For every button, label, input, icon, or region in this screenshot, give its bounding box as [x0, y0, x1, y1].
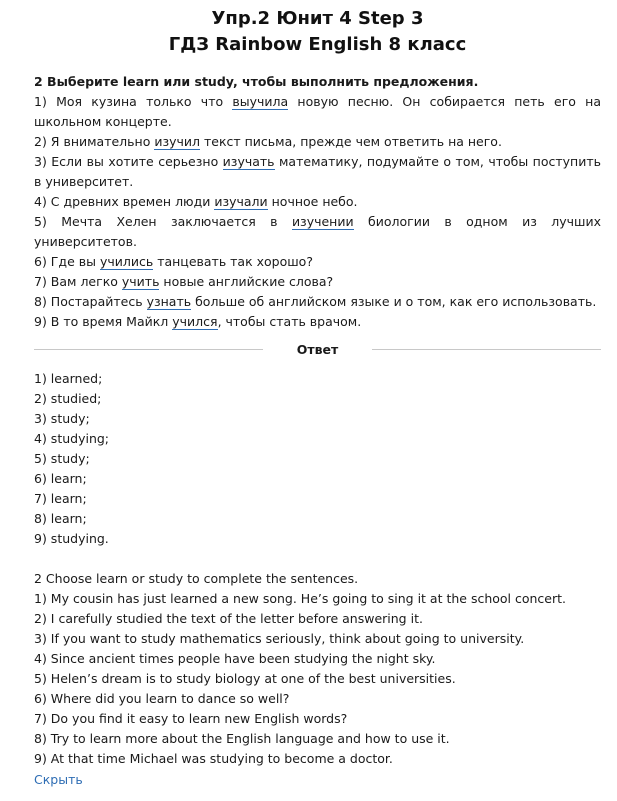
answer-label: Ответ	[296, 342, 339, 357]
answer-divider	[34, 342, 601, 357]
page-title	[34, 0, 601, 58]
answer-item: 1) learned;	[34, 371, 103, 386]
english-item: 9) At that time Michael was studying to become a doctor.	[34, 751, 393, 766]
answer-item: 2) studied;	[34, 391, 102, 406]
english-item: 7) Do you find it easy to learn new English words?	[34, 711, 348, 726]
answer-item: 8) learn;	[34, 511, 87, 526]
answer-item: 5) study;	[34, 451, 90, 466]
english-item: 4) Since ancient times people have been studying the night sky.	[34, 651, 436, 666]
task-list	[34, 92, 601, 332]
underlined-word: учился	[172, 314, 218, 329]
english-item: 2) I carefully studied the text of the letter before answering it.	[34, 611, 423, 626]
spacer	[34, 549, 601, 569]
english-section	[34, 569, 601, 769]
english-heading: 2 Choose learn or study to complete the sentences.	[34, 571, 359, 586]
underlined-word: изучали	[214, 194, 268, 209]
task-heading: 2 Выберите learn или study, чтобы выполнить предложения.	[34, 74, 479, 89]
task-item: 8) Постарайтесь узнать больше об английском языке и о том, как его использовать.	[34, 294, 597, 309]
answer-item: 9) studying.	[34, 531, 109, 546]
underlined-word: изучать	[222, 154, 275, 169]
answer-list	[34, 369, 601, 549]
english-item: 8) Try to learn more about the English language and how to use it.	[34, 731, 450, 746]
answer-item: 6) learn;	[34, 471, 87, 486]
task-item: 5) Мечта Хелен заключается в изучении биологии в одном из лучших университетов.	[34, 214, 601, 249]
english-item: 3) If you want to study mathematics seriously, think about going to university.	[34, 631, 525, 646]
task-item: 6) Где вы учились танцевать так хорошо?	[34, 254, 313, 269]
answer-item: 3) study;	[34, 411, 90, 426]
underlined-word: изучении	[291, 214, 354, 229]
underlined-word: выучила	[232, 94, 289, 109]
underlined-word: учить	[121, 274, 160, 289]
task-item: 3) Если вы хотите серьезно изучать математику, подумайте о том, чтобы поступить в университет.	[34, 154, 601, 189]
task-item: 1) Моя кузина только что выучила новую песню. Он собирается петь его на школьном концерте.	[34, 94, 601, 129]
divider-line-right	[372, 349, 601, 350]
answer-item: 4) studying;	[34, 431, 110, 446]
underlined-word: узнать	[146, 294, 192, 309]
divider-line-left	[34, 349, 263, 350]
english-item: 1) My cousin has just learned a new song. He’s going to sing it at the school concert.	[34, 591, 567, 606]
english-item: 5) Helen’s dream is to study biology at one of the best universities.	[34, 671, 456, 686]
task-item: 9) В то время Майкл учился, чтобы стать врачом.	[34, 314, 362, 329]
underlined-word: изучил	[154, 134, 201, 149]
task-item: 4) С древних времен люди изучали ночное небо.	[34, 194, 358, 209]
hide-link[interactable]: Скрыть	[34, 772, 83, 787]
title-line-1: Упр.2 Юнит 4 Step 3	[211, 8, 424, 29]
english-item: 6) Where did you learn to dance so well?	[34, 691, 290, 706]
title-line-2: ГДЗ Rainbow English 8 класс	[168, 34, 467, 55]
task-item: 2) Я внимательно изучил текст письма, прежде чем ответить на него.	[34, 134, 502, 149]
underlined-word: учились	[99, 254, 154, 269]
task-item: 7) Вам легко учить новые английские слова?	[34, 274, 334, 289]
answer-item: 7) learn;	[34, 491, 87, 506]
